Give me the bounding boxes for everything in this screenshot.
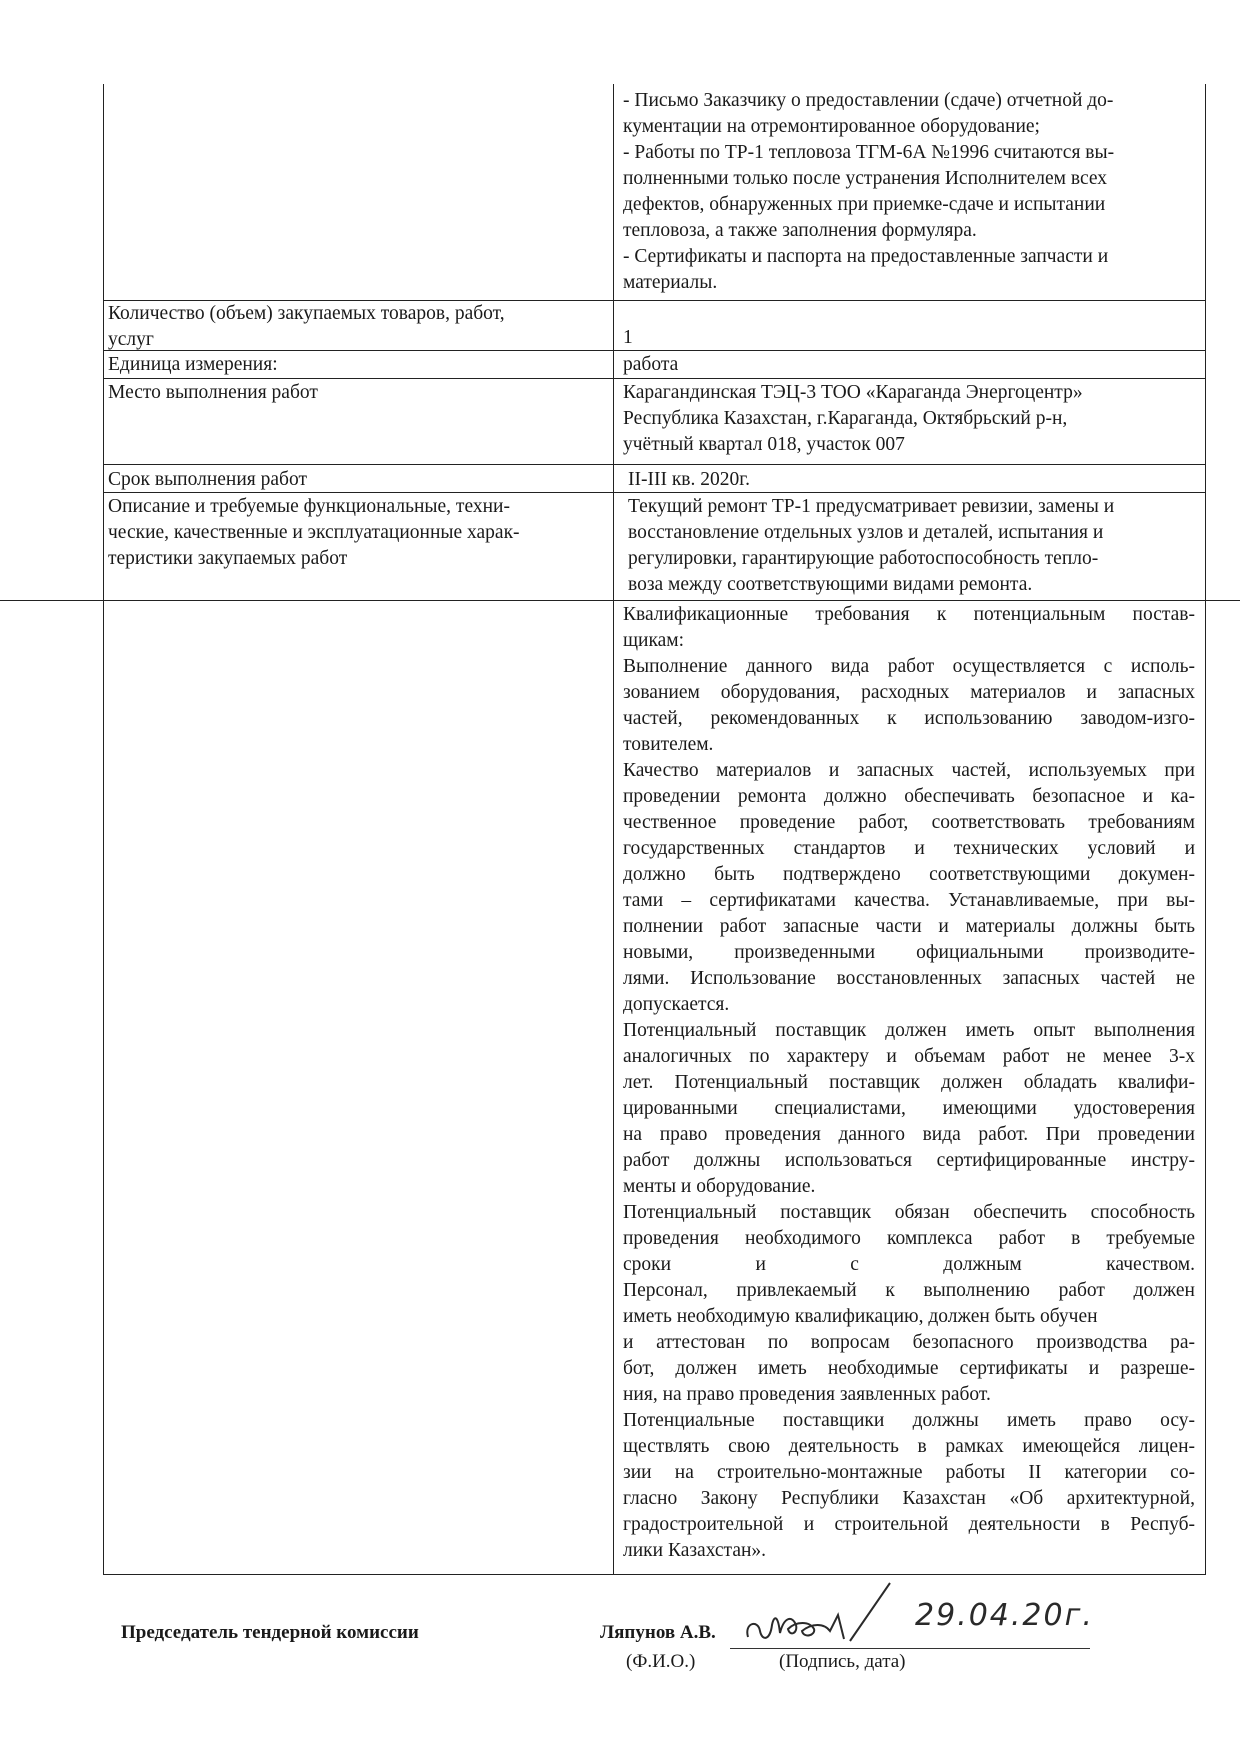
handwritten-signature	[740, 1575, 910, 1655]
term-label: Срок выполнения работ	[108, 469, 307, 490]
qualification-line: градостроительной и строительной деятельности в Респуб-	[623, 1514, 1195, 1535]
qualification-line: и аттестован по вопросам безопасного производства ра-	[623, 1332, 1195, 1353]
qualification-line: зии на строительно-монтажные работы II категории со-	[623, 1462, 1195, 1483]
qualification-line: лики Казахстан».	[623, 1540, 767, 1561]
location-value: учётный квартал 018, участок 007	[623, 434, 905, 455]
description-label: теристики закупаемых работ	[108, 548, 348, 569]
qualification-line: лет. Потенциальный поставщик должен обладать квалифи-	[623, 1072, 1195, 1093]
qualification-line: менты и оборудование.	[623, 1176, 816, 1197]
handwritten-date: 29.04.20г.	[915, 1598, 1094, 1633]
qualification-line: аналогичных по характеру и объемам работ не менее 3-х	[623, 1046, 1195, 1067]
qualification-line: Потенциальный поставщик должен иметь опыт выполнения	[623, 1020, 1195, 1041]
text-line: - Письмо Заказчику о предоставлении (сдаче) отчетной до-	[623, 90, 1114, 111]
text-line: тепловоза, а также заполнения формуляра.	[623, 220, 977, 241]
signature-role: Председатель тендерной комиссии	[121, 1622, 419, 1643]
table-bottom-border	[103, 1574, 1206, 1575]
qualification-line: тами – сертификатами качества. Устанавливаемые, при вы-	[623, 890, 1195, 911]
qualification-line: щикам:	[623, 630, 685, 651]
qualification-line: проведении ремонта должно обеспечивать безопасное и ка-	[623, 786, 1195, 807]
row-divider	[103, 464, 1206, 465]
quantity-label: услуг	[108, 329, 154, 350]
text-line: полненными только после устранения Исполнителем всех	[623, 168, 1108, 189]
description-value: воза между соответствующими видами ремонта.	[628, 574, 1033, 595]
description-value: восстановление отдельных узлов и деталей, испытания и	[628, 522, 1104, 543]
table-left-border	[103, 84, 104, 1574]
signature-caption: (Подпись, дата)	[779, 1651, 906, 1672]
term-value: II-III кв. 2020г.	[628, 469, 750, 490]
qualification-line: государственных стандартов и технических условий и	[623, 838, 1195, 859]
qualification-line: чественное проведение работ, соответствовать требованиям	[623, 812, 1195, 833]
qualification-line: Персонал, привлекаемый к выполнению работ должен	[623, 1280, 1195, 1301]
qualification-line: зованием оборудования, расходных материалов и запасных	[623, 682, 1195, 703]
qualification-line: должно быть подтверждено соответствующими докумен-	[623, 864, 1195, 885]
qualification-line: Потенциальный поставщик обязан обеспечить способность	[623, 1202, 1195, 1223]
description-value: Текущий ремонт ТР-1 предусматривает ревизии, замены и	[628, 496, 1115, 517]
table-middle-border	[613, 84, 614, 1574]
qualification-line: цированными специалистами, имеющими удостоверения	[623, 1098, 1195, 1119]
qualification-line: сроки и с должным качеством.	[623, 1254, 1195, 1275]
text-line: дефектов, обнаруженных при приемке-сдаче и испытании	[623, 194, 1106, 215]
qualification-line: на право проведения данного вида работ. При проведении	[623, 1124, 1195, 1145]
quantity-label: Количество (объем) закупаемых товаров, работ,	[108, 303, 505, 324]
text-line: - Работы по ТР-1 тепловоза ТГМ-6А №1996 считаются вы-	[623, 142, 1115, 163]
qualification-line: лями. Использование восстановленных запасных частей не	[623, 968, 1195, 989]
qualification-line: гласно Закону Республики Казахстан «Об архитектурной,	[623, 1488, 1195, 1509]
text-line: материалы.	[623, 272, 718, 293]
qualification-line: иметь необходимую квалификацию, должен быть обучен	[623, 1306, 1098, 1327]
qualification-line: полнении работ запасные части и материалы должны быть	[623, 916, 1195, 937]
location-value: Карагандинская ТЭЦ-3 ТОО «Караганда Энергоцентр»	[623, 382, 1083, 403]
qualification-line: допускается.	[623, 994, 730, 1015]
signer-name: Ляпунов А.В.	[600, 1622, 716, 1643]
location-label: Место выполнения работ	[108, 382, 318, 403]
description-label: Описание и требуемые функциональные, техни-	[108, 496, 510, 517]
qualification-line: работ должны использоваться сертифицированные инстру-	[623, 1150, 1195, 1171]
qualification-line: частей, рекомендованных к использованию заводом-изго-	[623, 708, 1195, 729]
name-caption: (Ф.И.О.)	[626, 1651, 696, 1672]
location-value: Республика Казахстан, г.Караганда, Октябрьский р-н,	[623, 408, 1068, 429]
qualification-line: Потенциальные поставщики должны иметь право осу-	[623, 1410, 1195, 1431]
text-line: - Сертификаты и паспорта на предоставленные запчасти и	[623, 246, 1109, 267]
qualification-line: товителем.	[623, 734, 714, 755]
qualification-line: новыми, произведенными официальными производите-	[623, 942, 1195, 963]
unit-label: Единица измерения:	[108, 354, 278, 375]
qualification-line: ния, на право проведения заявленных работ.	[623, 1384, 991, 1405]
row-divider	[0, 600, 1240, 601]
description-value: регулировки, гарантирующие работоспособность тепло-	[628, 548, 1099, 569]
quantity-value: 1	[623, 327, 633, 348]
table-right-border	[1205, 84, 1206, 1574]
qualification-line: Выполнение данного вида работ осуществляется с исполь-	[623, 656, 1195, 677]
description-label: ческие, качественные и эксплуатационные харак-	[108, 522, 520, 543]
qualification-line: Квалификационные требования к потенциальным постав-	[623, 604, 1195, 625]
qualification-line: бот, должен иметь необходимые сертификаты и разреше-	[623, 1358, 1195, 1379]
qualification-line: ществлять свою деятельность в рамках имеющейся лицен-	[623, 1436, 1195, 1457]
qualification-line: проведения необходимого комплекса работ в требуемые	[623, 1228, 1195, 1249]
row-divider	[103, 378, 1206, 379]
text-line: кументации на отремонтированное оборудование;	[623, 116, 1040, 137]
qualification-line: Качество материалов и запасных частей, используемых при	[623, 760, 1195, 781]
unit-value: работа	[623, 354, 679, 375]
